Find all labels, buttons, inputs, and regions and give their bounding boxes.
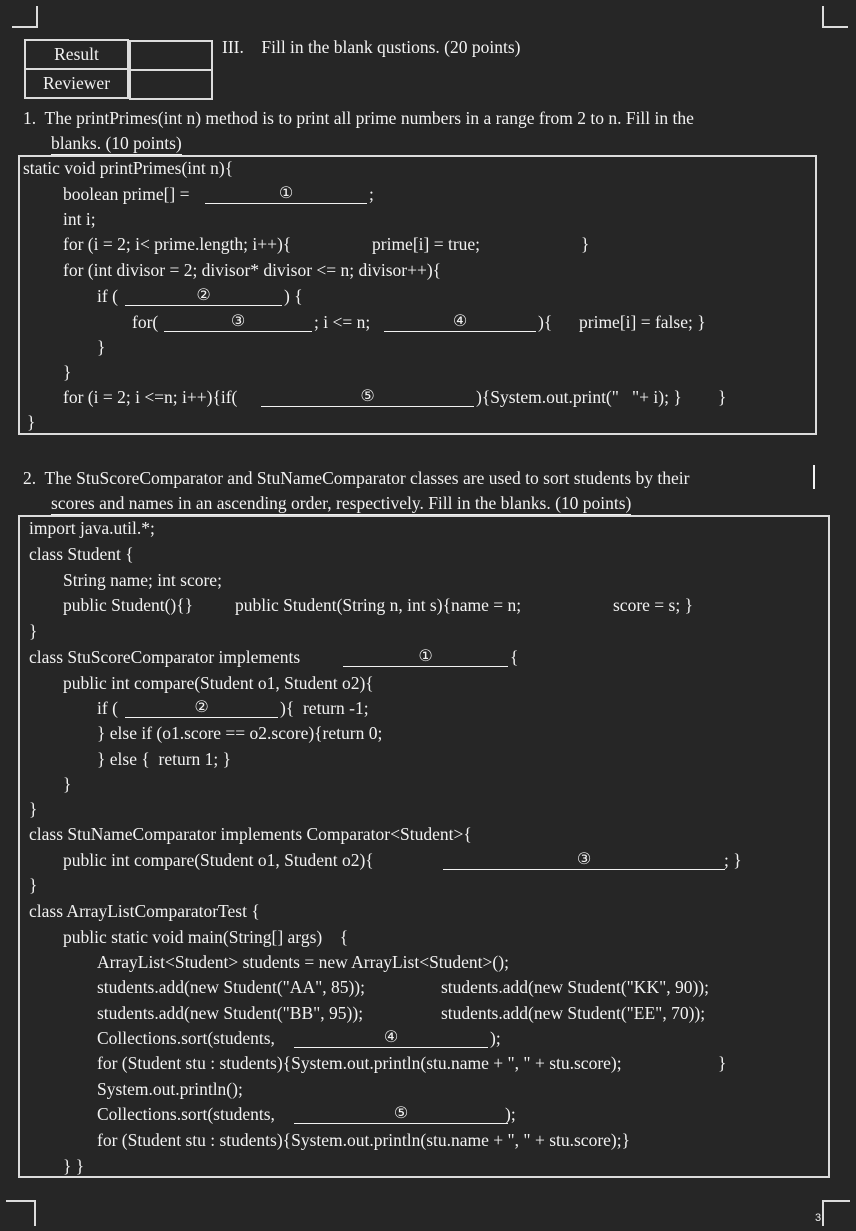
q2-code-line: if ( <box>97 698 118 718</box>
q2-code-line: ArrayList<Student> students = new ArrayList<Student>(); <box>97 952 509 972</box>
q2-code-line: students.add(new Student("EE", 70)); <box>441 1003 706 1023</box>
q2-text-line2: scores and names in an ascending order, respectively. Fill in the blanks. (10 points) <box>51 493 632 513</box>
q2-code-line: for (Student stu : students){System.out.println(stu.name + ", " + stu.score); <box>97 1053 622 1073</box>
corner-mark-bottom-right <box>822 1200 850 1226</box>
q2-code-line: students.add(new Student("BB", 95)); <box>97 1003 364 1023</box>
q1-blank-1[interactable]: ① <box>205 183 367 204</box>
q1-code-line: boolean prime[] = <box>63 184 190 204</box>
text-cursor <box>813 465 815 489</box>
q2-code-line: ); <box>505 1104 516 1124</box>
q2-code-line: ); <box>490 1028 501 1048</box>
reviewer-cell[interactable] <box>129 69 213 100</box>
q2-code-line: import java.util.*; <box>29 518 155 538</box>
corner-mark-top-left <box>12 6 38 28</box>
q1-code-line: for (int divisor = 2; divisor* divisor <= n; divisor++){ <box>63 260 442 280</box>
corner-mark-top-right <box>822 6 848 28</box>
q1-code-line: ) { <box>284 286 303 306</box>
q2-code-line: class Student { <box>29 544 134 564</box>
section-title: III. Fill in the blank qustions. (20 points) <box>222 37 521 57</box>
q2-code-line: System.out.println(); <box>97 1079 243 1099</box>
q1-code-line: for( <box>132 312 159 332</box>
q1-code-line: } <box>581 234 590 254</box>
q1-code-line: prime[i] = false; } <box>579 312 706 332</box>
q2-code-line: public static void main(String[] args) { <box>63 927 349 947</box>
q1-text-line2: blanks. (10 points) <box>51 133 182 153</box>
q1-code-line: } <box>27 412 36 432</box>
corner-mark-bottom-left <box>6 1200 36 1226</box>
q2-code-line: public int compare(Student o1, Student o2){ <box>63 673 374 693</box>
page-number: 3 <box>815 1212 822 1224</box>
q2-code-line: Collections.sort(students, <box>97 1104 275 1124</box>
q2-code-line: ){ return -1; <box>280 698 369 718</box>
q2-code-line: for (Student stu : students){System.out.println(stu.name + ", " + stu.score);} <box>97 1130 630 1150</box>
q1-text-line1: 1. The printPrimes(int n) method is to print all prime numbers in a range from 2 to n. Fill in the <box>23 108 694 128</box>
q1-code-line: prime[i] = true; <box>372 234 481 254</box>
q1-code-line: ; <box>369 184 374 204</box>
q2-blank-2[interactable]: ② <box>125 697 278 718</box>
q2-code-line: } } <box>63 1156 85 1176</box>
q2-code-line: public Student(String n, int s){name = n; <box>235 595 522 615</box>
q2-code-line: public Student(){} <box>63 595 194 615</box>
q1-code-line: } <box>63 362 72 382</box>
q2-code-line: String name; int score; <box>63 570 222 590</box>
q1-code-line: if ( <box>97 286 118 306</box>
q2-code-line: class StuNameComparator implements Comparator<Student>{ <box>29 824 472 844</box>
q2-blank-5[interactable]: ⑤ <box>294 1103 508 1124</box>
q2-code-line: } <box>29 799 38 819</box>
q1-blank-3[interactable]: ③ <box>164 311 312 332</box>
q2-code-line: } <box>29 621 38 641</box>
q1-blank-5[interactable]: ⑤ <box>261 386 474 407</box>
q2-code-line: } else if (o1.score == o2.score){return 0; <box>97 723 383 743</box>
q2-code-line: class StuScoreComparator implements <box>29 647 301 667</box>
result-cell[interactable] <box>129 40 213 71</box>
q2-blank-3[interactable]: ③ <box>443 849 725 870</box>
q2-code-line: Collections.sort(students, <box>97 1028 275 1048</box>
q1-blank-4[interactable]: ④ <box>384 311 536 332</box>
q2-code-line: } <box>718 1053 727 1073</box>
reviewer-label: Reviewer <box>25 69 128 98</box>
q1-code-line: int i; <box>63 209 96 229</box>
q2-code-line: score = s; } <box>613 595 693 615</box>
score-table <box>24 39 131 99</box>
q2-code-line: } <box>29 875 38 895</box>
q1-code-line: } <box>718 387 727 407</box>
q2-code-line: students.add(new Student("KK", 90)); <box>441 977 709 997</box>
q1-code-line: for (i = 2; i< prime.length; i++){ <box>63 234 292 254</box>
q2-code-line: { <box>510 647 519 667</box>
q2-text-line1: 2. The StuScoreComparator and StuNameComparator classes are used to sort students by their <box>23 468 690 488</box>
q2-blank-1[interactable]: ① <box>343 646 508 667</box>
result-label: Result <box>25 40 128 69</box>
q2-code-line: class ArrayListComparatorTest { <box>29 901 260 921</box>
q2-code-line: } else { return 1; } <box>97 749 232 769</box>
q1-code-line: for (i = 2; i <=n; i++){if( <box>63 387 238 407</box>
q1-code-line: static void printPrimes(int n){ <box>23 158 234 178</box>
q1-code-line: } <box>97 337 106 357</box>
q1-code-line: ; i <= n; <box>314 312 371 332</box>
q1-code-line: ){System.out.print(" "+ i); } <box>476 387 682 407</box>
q1-blank-2[interactable]: ② <box>125 285 282 306</box>
q2-code-line: public int compare(Student o1, Student o2){ <box>63 850 374 870</box>
q2-code-line: ; } <box>724 850 742 870</box>
q2-code-line: } <box>63 774 72 794</box>
q1-code-line: ){ <box>538 312 553 332</box>
q2-code-line: students.add(new Student("AA", 85)); <box>97 977 365 997</box>
q2-blank-4[interactable]: ④ <box>294 1027 488 1048</box>
